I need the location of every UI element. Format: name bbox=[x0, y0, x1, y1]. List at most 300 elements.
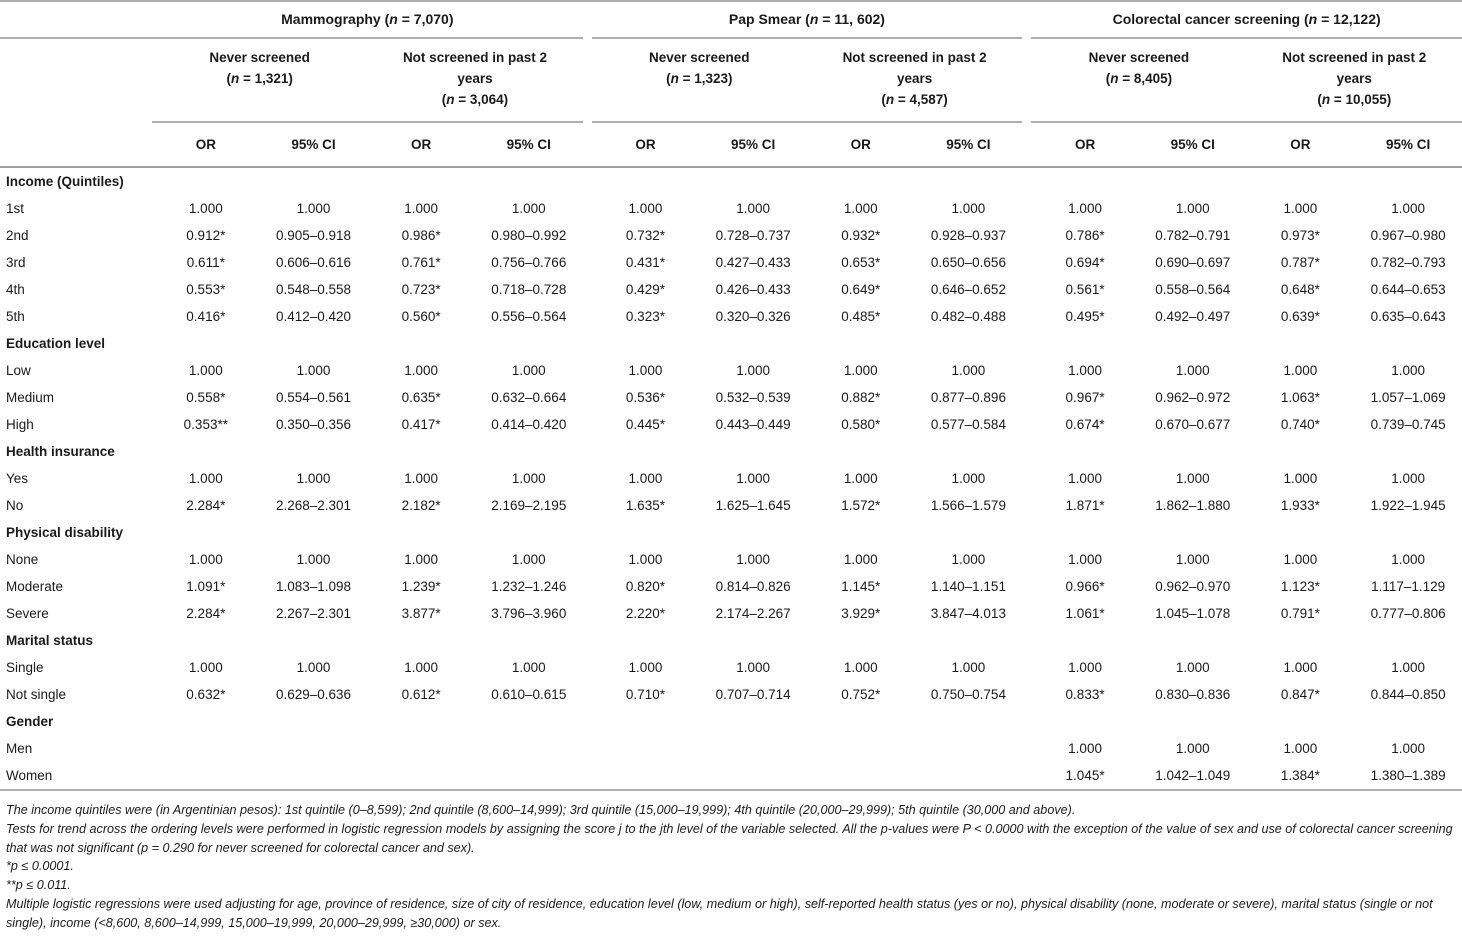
ci-cell: 0.558–0.564 bbox=[1155, 281, 1231, 297]
section-header: Marital status bbox=[6, 632, 94, 648]
or-cell: 0.648* bbox=[1280, 281, 1320, 297]
ci-cell: 1.625–1.645 bbox=[715, 497, 791, 513]
or-cell: 1.933* bbox=[1280, 497, 1320, 513]
or-cell: 1.000 bbox=[404, 200, 439, 216]
or-cell: 1.000 bbox=[1283, 362, 1318, 378]
ci-cell bbox=[915, 735, 1023, 762]
ci-cell: 0.718–0.728 bbox=[491, 281, 567, 297]
ci-cell: 1.000 bbox=[1175, 200, 1210, 216]
group-spacer bbox=[1022, 276, 1031, 303]
or-cell: 2.284* bbox=[186, 605, 226, 621]
ci-cell: 0.782–0.791 bbox=[1155, 227, 1231, 243]
or-cell: 0.847* bbox=[1280, 686, 1320, 702]
ci-cell: 1.000 bbox=[1391, 200, 1425, 216]
or-cell: 1.000 bbox=[628, 659, 663, 675]
group-spacer bbox=[1022, 546, 1031, 573]
or-cell: 0.882* bbox=[841, 389, 881, 405]
or-cell: 0.740* bbox=[1280, 416, 1320, 432]
group-spacer bbox=[1022, 1, 1031, 38]
group-spacer bbox=[583, 222, 592, 249]
ci-cell: 1.232–1.246 bbox=[491, 578, 567, 594]
or-cell: 1.000 bbox=[628, 551, 663, 567]
ci-cell: 1.566–1.579 bbox=[930, 497, 1006, 513]
ci-header: 95% CI bbox=[699, 122, 807, 167]
ci-cell: 0.632–0.664 bbox=[491, 389, 567, 405]
or-cell: 1.000 bbox=[1283, 470, 1318, 486]
table-row bbox=[0, 735, 1462, 762]
section-header-row bbox=[0, 167, 1462, 195]
ci-cell: 0.777–0.806 bbox=[1370, 605, 1446, 621]
group-spacer bbox=[1022, 465, 1031, 492]
ci-cell bbox=[699, 735, 807, 762]
ci-cell: 1.000 bbox=[951, 470, 986, 486]
or-cell: 1.145* bbox=[841, 578, 881, 594]
group-spacer bbox=[583, 681, 592, 708]
table-row bbox=[0, 681, 1462, 708]
or-cell: 0.986* bbox=[401, 227, 441, 243]
ci-cell: 1.000 bbox=[296, 470, 331, 486]
or-cell: 0.932* bbox=[841, 227, 881, 243]
ci-header: 95% CI bbox=[1139, 122, 1247, 167]
table-footnotes bbox=[0, 791, 1462, 933]
or-cell: 0.445* bbox=[625, 416, 665, 432]
subgroup-title: Not screened in past 2 years (n = 4,587) bbox=[807, 38, 1022, 122]
or-cell: 1.000 bbox=[628, 200, 663, 216]
ci-cell: 1.000 bbox=[1175, 740, 1210, 756]
or-cell: 0.912* bbox=[186, 227, 226, 243]
or-cell: 1.000 bbox=[1283, 659, 1318, 675]
group-spacer bbox=[583, 465, 592, 492]
table-row bbox=[0, 492, 1462, 519]
or-cell: 0.580* bbox=[841, 416, 881, 432]
row-label: No bbox=[6, 497, 24, 513]
or-cell: 0.973* bbox=[1280, 227, 1320, 243]
or-cell: 0.967* bbox=[1065, 389, 1105, 405]
group-spacer bbox=[583, 735, 592, 762]
or-cell: 1.000 bbox=[188, 470, 223, 486]
ci-cell: 1.000 bbox=[511, 362, 546, 378]
ci-cell: 1.000 bbox=[736, 470, 770, 486]
ci-cell: 1.000 bbox=[296, 551, 331, 567]
group-spacer bbox=[583, 411, 592, 438]
group-header-row bbox=[0, 1, 1462, 38]
ci-cell: 1.000 bbox=[1175, 362, 1210, 378]
or-cell: 0.639* bbox=[1280, 308, 1320, 324]
ci-cell: 0.577–0.584 bbox=[930, 416, 1006, 432]
footnote: *p ≤ 0.0001. bbox=[6, 859, 74, 874]
footnote: Multiple logistic regressions were used adjusting for age, province of residence, size of city of residence, education level (low, medium or high), self-reported health status (yes or no), physical disability (none, moderate or severe), marital status (single or not single), income (<8,600, 8,600–14,999, 15,000–19,999, 20,000–29,999, ≥30,000) or sex. bbox=[6, 897, 1433, 931]
table-row bbox=[0, 465, 1462, 492]
subgroup-title: Never screened (n = 1,321) bbox=[152, 38, 367, 122]
or-cell: 1.239* bbox=[401, 578, 441, 594]
ci-cell: 0.644–0.653 bbox=[1370, 281, 1446, 297]
or-header: OR bbox=[807, 122, 915, 167]
group-spacer bbox=[1022, 38, 1031, 122]
row-label: 1st bbox=[6, 200, 25, 216]
or-cell: 0.653* bbox=[841, 254, 881, 270]
group-spacer bbox=[1022, 195, 1031, 222]
ci-cell: 0.728–0.737 bbox=[715, 227, 791, 243]
or-cell: 1.091* bbox=[186, 578, 226, 594]
or-cell: 0.417* bbox=[401, 416, 441, 432]
ci-cell: 0.962–0.972 bbox=[1155, 389, 1231, 405]
group-spacer bbox=[1022, 600, 1031, 627]
or-cell: 1.000 bbox=[188, 551, 223, 567]
ci-cell: 1.140–1.151 bbox=[930, 578, 1006, 594]
ci-cell bbox=[260, 762, 368, 790]
or-cell bbox=[807, 762, 915, 790]
ci-cell: 0.610–0.615 bbox=[491, 686, 567, 702]
ci-cell: 1.000 bbox=[511, 659, 546, 675]
ci-cell: 0.414–0.420 bbox=[491, 416, 567, 432]
table-row bbox=[0, 222, 1462, 249]
or-cell: 1.000 bbox=[1283, 200, 1318, 216]
ci-cell: 0.814–0.826 bbox=[715, 578, 791, 594]
ci-cell: 0.962–0.970 bbox=[1155, 578, 1231, 594]
ci-cell: 0.967–0.980 bbox=[1370, 227, 1446, 243]
ci-cell: 1.000 bbox=[951, 659, 986, 675]
or-cell: 0.431* bbox=[625, 254, 665, 270]
or-cell: 3.877* bbox=[401, 605, 441, 621]
or-cell: 0.353** bbox=[183, 416, 228, 432]
or-cell: 0.611* bbox=[186, 254, 225, 270]
row-label: High bbox=[6, 416, 34, 432]
stub-cell bbox=[0, 38, 152, 122]
ci-cell: 0.928–0.937 bbox=[930, 227, 1006, 243]
row-label: Severe bbox=[6, 605, 49, 621]
row-label: 5th bbox=[6, 308, 25, 324]
ci-cell: 0.556–0.564 bbox=[491, 308, 567, 324]
row-label: None bbox=[6, 551, 39, 567]
ci-cell: 2.174–2.267 bbox=[715, 605, 791, 621]
or-cell: 0.495* bbox=[1065, 308, 1105, 324]
row-label: Women bbox=[6, 767, 53, 783]
table-row bbox=[0, 654, 1462, 681]
or-cell: 1.045* bbox=[1065, 767, 1105, 783]
or-cell: 1.123* bbox=[1280, 578, 1320, 594]
table-row bbox=[0, 276, 1462, 303]
ci-cell: 1.000 bbox=[1391, 659, 1425, 675]
group-spacer bbox=[583, 249, 592, 276]
ci-cell: 0.635–0.643 bbox=[1370, 308, 1446, 324]
or-cell: 1.063* bbox=[1280, 389, 1320, 405]
ci-cell: 1.083–1.098 bbox=[275, 578, 352, 594]
or-header: OR bbox=[592, 122, 700, 167]
group-spacer bbox=[583, 600, 592, 627]
or-cell bbox=[152, 762, 260, 790]
or-cell: 0.833* bbox=[1065, 686, 1105, 702]
group-title-colorectal: Colorectal cancer screening (n = 12,122) bbox=[1031, 1, 1462, 38]
ci-cell: 0.350–0.356 bbox=[275, 416, 352, 432]
ci-cell: 0.412–0.420 bbox=[275, 308, 352, 324]
or-cell: 0.752* bbox=[841, 686, 881, 702]
table-row bbox=[0, 357, 1462, 384]
or-cell: 1.000 bbox=[404, 659, 439, 675]
table-row bbox=[0, 600, 1462, 627]
ci-cell: 1.000 bbox=[1175, 551, 1210, 567]
ci-cell: 1.000 bbox=[1175, 470, 1210, 486]
ci-cell: 0.320–0.326 bbox=[715, 308, 791, 324]
stub-cell bbox=[0, 122, 152, 167]
or-cell: 1.000 bbox=[188, 200, 223, 216]
ci-cell: 1.057–1.069 bbox=[1370, 389, 1446, 405]
ci-cell: 1.862–1.880 bbox=[1155, 497, 1231, 513]
or-cell: 1.000 bbox=[843, 659, 878, 675]
row-label: Yes bbox=[6, 470, 29, 486]
row-label: Medium bbox=[6, 389, 55, 405]
group-title-pap-smear: Pap Smear (n = 11, 602) bbox=[592, 1, 1023, 38]
ci-cell: 0.844–0.850 bbox=[1370, 686, 1446, 702]
ci-cell: 0.739–0.745 bbox=[1370, 416, 1446, 432]
or-cell: 0.561* bbox=[1065, 281, 1105, 297]
ci-cell: 0.830–0.836 bbox=[1155, 686, 1231, 702]
or-header: OR bbox=[1247, 122, 1355, 167]
table-row bbox=[0, 195, 1462, 222]
or-cell bbox=[592, 762, 700, 790]
or-cell: 0.820* bbox=[625, 578, 665, 594]
ci-header: 95% CI bbox=[1354, 122, 1462, 167]
or-cell: 0.723* bbox=[401, 281, 441, 297]
ci-cell: 1.000 bbox=[511, 551, 546, 567]
ci-cell: 0.443–0.449 bbox=[715, 416, 791, 432]
table-row bbox=[0, 762, 1462, 790]
section-header: Gender bbox=[6, 713, 54, 729]
or-cell: 0.560* bbox=[401, 308, 441, 324]
section-header-row bbox=[0, 708, 1462, 735]
section-header: Physical disability bbox=[6, 524, 124, 540]
ci-cell: 0.877–0.896 bbox=[930, 389, 1006, 405]
table-body bbox=[0, 167, 1462, 790]
ci-cell: 0.690–0.697 bbox=[1155, 254, 1231, 270]
or-cell: 0.632* bbox=[186, 686, 226, 702]
or-header: OR bbox=[1031, 122, 1139, 167]
or-cell: 0.416* bbox=[186, 308, 226, 324]
ci-cell: 1.000 bbox=[1391, 362, 1425, 378]
footnote: Tests for trend across the ordering levels were performed in logistic regression models by assigning the score j to the jth level of the variable selected. All the p-values were P < 0.0000 with the exception of the value of sex and use of colorectal cancer screening that was not significant (p = 0.290 for never screened for colorectal cancer and sex). bbox=[6, 821, 1453, 855]
or-cell: 1.000 bbox=[843, 551, 878, 567]
group-spacer bbox=[1022, 762, 1031, 790]
or-cell: 0.674* bbox=[1065, 416, 1105, 432]
or-cell: 2.220* bbox=[625, 605, 665, 621]
group-spacer bbox=[583, 276, 592, 303]
ci-cell: 3.796–3.960 bbox=[491, 605, 567, 621]
or-header: OR bbox=[152, 122, 260, 167]
ci-cell: 1.045–1.078 bbox=[1155, 605, 1231, 621]
or-cell: 1.000 bbox=[843, 470, 878, 486]
group-spacer bbox=[1022, 654, 1031, 681]
ci-cell: 1.000 bbox=[736, 362, 770, 378]
ci-cell bbox=[699, 762, 807, 790]
group-spacer bbox=[1022, 384, 1031, 411]
group-spacer bbox=[583, 384, 592, 411]
group-spacer bbox=[583, 762, 592, 790]
subgroup-title: Never screened (n = 1,323) bbox=[592, 38, 807, 122]
subgroup-title: Never screened (n = 8,405) bbox=[1031, 38, 1246, 122]
or-cell bbox=[592, 735, 700, 762]
or-cell: 0.787* bbox=[1280, 254, 1320, 270]
or-cell bbox=[807, 735, 915, 762]
ci-cell bbox=[475, 762, 583, 790]
or-cell bbox=[152, 735, 260, 762]
subgroup-header-row bbox=[0, 38, 1462, 122]
or-cell: 1.000 bbox=[188, 659, 223, 675]
row-label: 3rd bbox=[6, 254, 26, 270]
or-cell: 0.558* bbox=[186, 389, 226, 405]
ci-cell: 0.782–0.793 bbox=[1370, 254, 1446, 270]
ci-cell: 1.000 bbox=[511, 470, 546, 486]
ci-cell: 0.707–0.714 bbox=[715, 686, 791, 702]
footnote: **p ≤ 0.011. bbox=[6, 878, 71, 893]
ci-cell: 0.532–0.539 bbox=[715, 389, 791, 405]
or-cell bbox=[367, 762, 475, 790]
section-header-row bbox=[0, 519, 1462, 546]
stub-cell bbox=[0, 1, 152, 38]
ci-cell: 2.268–2.301 bbox=[275, 497, 352, 513]
ci-header: 95% CI bbox=[475, 122, 583, 167]
ci-cell: 0.980–0.992 bbox=[491, 227, 567, 243]
ci-cell: 1.922–1.945 bbox=[1370, 497, 1446, 513]
or-cell: 0.649* bbox=[841, 281, 881, 297]
group-spacer bbox=[1022, 249, 1031, 276]
or-cell: 1.000 bbox=[1068, 659, 1102, 675]
or-cell: 1.000 bbox=[1068, 200, 1102, 216]
row-label: Low bbox=[6, 362, 31, 378]
or-cell: 3.929* bbox=[841, 605, 881, 621]
group-spacer bbox=[583, 195, 592, 222]
ci-cell: 1.000 bbox=[951, 200, 986, 216]
or-cell: 1.000 bbox=[404, 470, 439, 486]
or-cell: 0.612* bbox=[401, 686, 441, 702]
or-cell: 1.000 bbox=[404, 362, 439, 378]
ci-cell: 0.650–0.656 bbox=[930, 254, 1006, 270]
ci-cell: 0.629–0.636 bbox=[275, 686, 352, 702]
group-spacer bbox=[583, 546, 592, 573]
or-cell: 0.786* bbox=[1065, 227, 1105, 243]
group-spacer bbox=[1022, 492, 1031, 519]
or-cell: 0.553* bbox=[186, 281, 226, 297]
or-cell: 0.635* bbox=[401, 389, 441, 405]
ci-cell: 1.000 bbox=[951, 362, 986, 378]
table-row bbox=[0, 384, 1462, 411]
ci-cell: 1.380–1.389 bbox=[1370, 767, 1446, 783]
measure-header-row bbox=[0, 122, 1462, 167]
or-cell: 0.791* bbox=[1280, 605, 1320, 621]
subgroup-title: Not screened in past 2 years (n = 3,064) bbox=[367, 38, 582, 122]
or-cell: 1.061* bbox=[1065, 605, 1105, 621]
ci-cell: 1.000 bbox=[296, 362, 331, 378]
ci-cell: 2.267–2.301 bbox=[275, 605, 352, 621]
ci-cell: 3.847–4.013 bbox=[930, 605, 1006, 621]
or-cell: 0.429* bbox=[625, 281, 665, 297]
ci-cell: 0.554–0.561 bbox=[275, 389, 352, 405]
or-cell: 0.732* bbox=[625, 227, 665, 243]
group-title-mammography: Mammography (n = 7,070) bbox=[152, 1, 583, 38]
section-header-row bbox=[0, 330, 1462, 357]
or-cell: 2.182* bbox=[401, 497, 441, 513]
or-cell: 1.000 bbox=[1283, 740, 1318, 756]
group-spacer bbox=[1022, 357, 1031, 384]
section-header-row bbox=[0, 627, 1462, 654]
group-spacer bbox=[583, 1, 592, 38]
ci-cell: 1.000 bbox=[296, 200, 331, 216]
or-cell: 1.000 bbox=[843, 200, 878, 216]
ci-cell bbox=[475, 735, 583, 762]
row-label: Single bbox=[6, 659, 44, 675]
table-row bbox=[0, 573, 1462, 600]
or-cell: 0.694* bbox=[1065, 254, 1105, 270]
or-cell: 1.000 bbox=[1068, 362, 1102, 378]
or-cell: 0.485* bbox=[841, 308, 881, 324]
group-spacer bbox=[583, 303, 592, 330]
ci-cell: 1.000 bbox=[736, 200, 770, 216]
group-spacer bbox=[1022, 735, 1031, 762]
ci-cell: 0.427–0.433 bbox=[715, 254, 791, 270]
or-cell: 1.871* bbox=[1065, 497, 1105, 513]
or-cell: 1.000 bbox=[188, 362, 223, 378]
row-label: Moderate bbox=[6, 578, 64, 594]
ci-cell: 1.000 bbox=[1391, 470, 1425, 486]
or-cell: 1.000 bbox=[1283, 551, 1318, 567]
ci-cell bbox=[915, 762, 1023, 790]
or-cell: 1.000 bbox=[404, 551, 439, 567]
or-cell: 1.000 bbox=[628, 362, 663, 378]
section-header: Income (Quintiles) bbox=[6, 173, 124, 189]
ci-cell: 2.169–2.195 bbox=[491, 497, 567, 513]
or-cell: 0.710* bbox=[625, 686, 665, 702]
ci-cell: 0.750–0.754 bbox=[930, 686, 1006, 702]
ci-cell bbox=[260, 735, 368, 762]
or-cell bbox=[367, 735, 475, 762]
group-spacer bbox=[583, 492, 592, 519]
ci-cell: 1.000 bbox=[951, 551, 986, 567]
section-header-row bbox=[0, 438, 1462, 465]
ci-cell: 1.000 bbox=[1175, 659, 1210, 675]
row-label: 2nd bbox=[6, 227, 29, 243]
or-cell: 1.000 bbox=[1068, 551, 1102, 567]
table-row bbox=[0, 546, 1462, 573]
group-spacer bbox=[1022, 573, 1031, 600]
table-row bbox=[0, 411, 1462, 438]
or-cell: 2.284* bbox=[186, 497, 226, 513]
group-spacer bbox=[583, 38, 592, 122]
table-row bbox=[0, 303, 1462, 330]
table-header bbox=[0, 1, 1462, 167]
ci-cell: 0.670–0.677 bbox=[1155, 416, 1231, 432]
ci-cell: 1.000 bbox=[1391, 551, 1425, 567]
row-label: 4th bbox=[6, 281, 25, 297]
ci-cell: 1.042–1.049 bbox=[1155, 767, 1231, 783]
or-cell: 0.323* bbox=[625, 308, 665, 324]
ci-header: 95% CI bbox=[915, 122, 1023, 167]
ci-cell: 0.756–0.766 bbox=[491, 254, 567, 270]
row-label: Men bbox=[6, 740, 33, 756]
group-spacer bbox=[1022, 411, 1031, 438]
group-spacer bbox=[583, 122, 592, 167]
subgroup-title: Not screened in past 2 years (n = 10,055) bbox=[1247, 38, 1462, 122]
or-cell: 1.000 bbox=[628, 470, 663, 486]
group-spacer bbox=[583, 654, 592, 681]
group-spacer bbox=[1022, 303, 1031, 330]
ci-cell: 1.117–1.129 bbox=[1371, 578, 1446, 594]
or-cell: 0.761* bbox=[401, 254, 441, 270]
ci-cell: 1.000 bbox=[296, 659, 331, 675]
ci-cell: 1.000 bbox=[736, 551, 770, 567]
group-spacer bbox=[1022, 122, 1031, 167]
or-cell: 0.966* bbox=[1065, 578, 1105, 594]
ci-cell: 1.000 bbox=[1391, 740, 1425, 756]
ci-cell: 0.426–0.433 bbox=[715, 281, 791, 297]
footnote: The income quintiles were (in Argentinian pesos): 1st quintile (0–8,599); 2nd quintile (8,600–14,999); 3rd quintile (15,000–19,999); 4th quintile (20,000–29,999); 5th quintile (30,000 and above). bbox=[6, 802, 1076, 817]
